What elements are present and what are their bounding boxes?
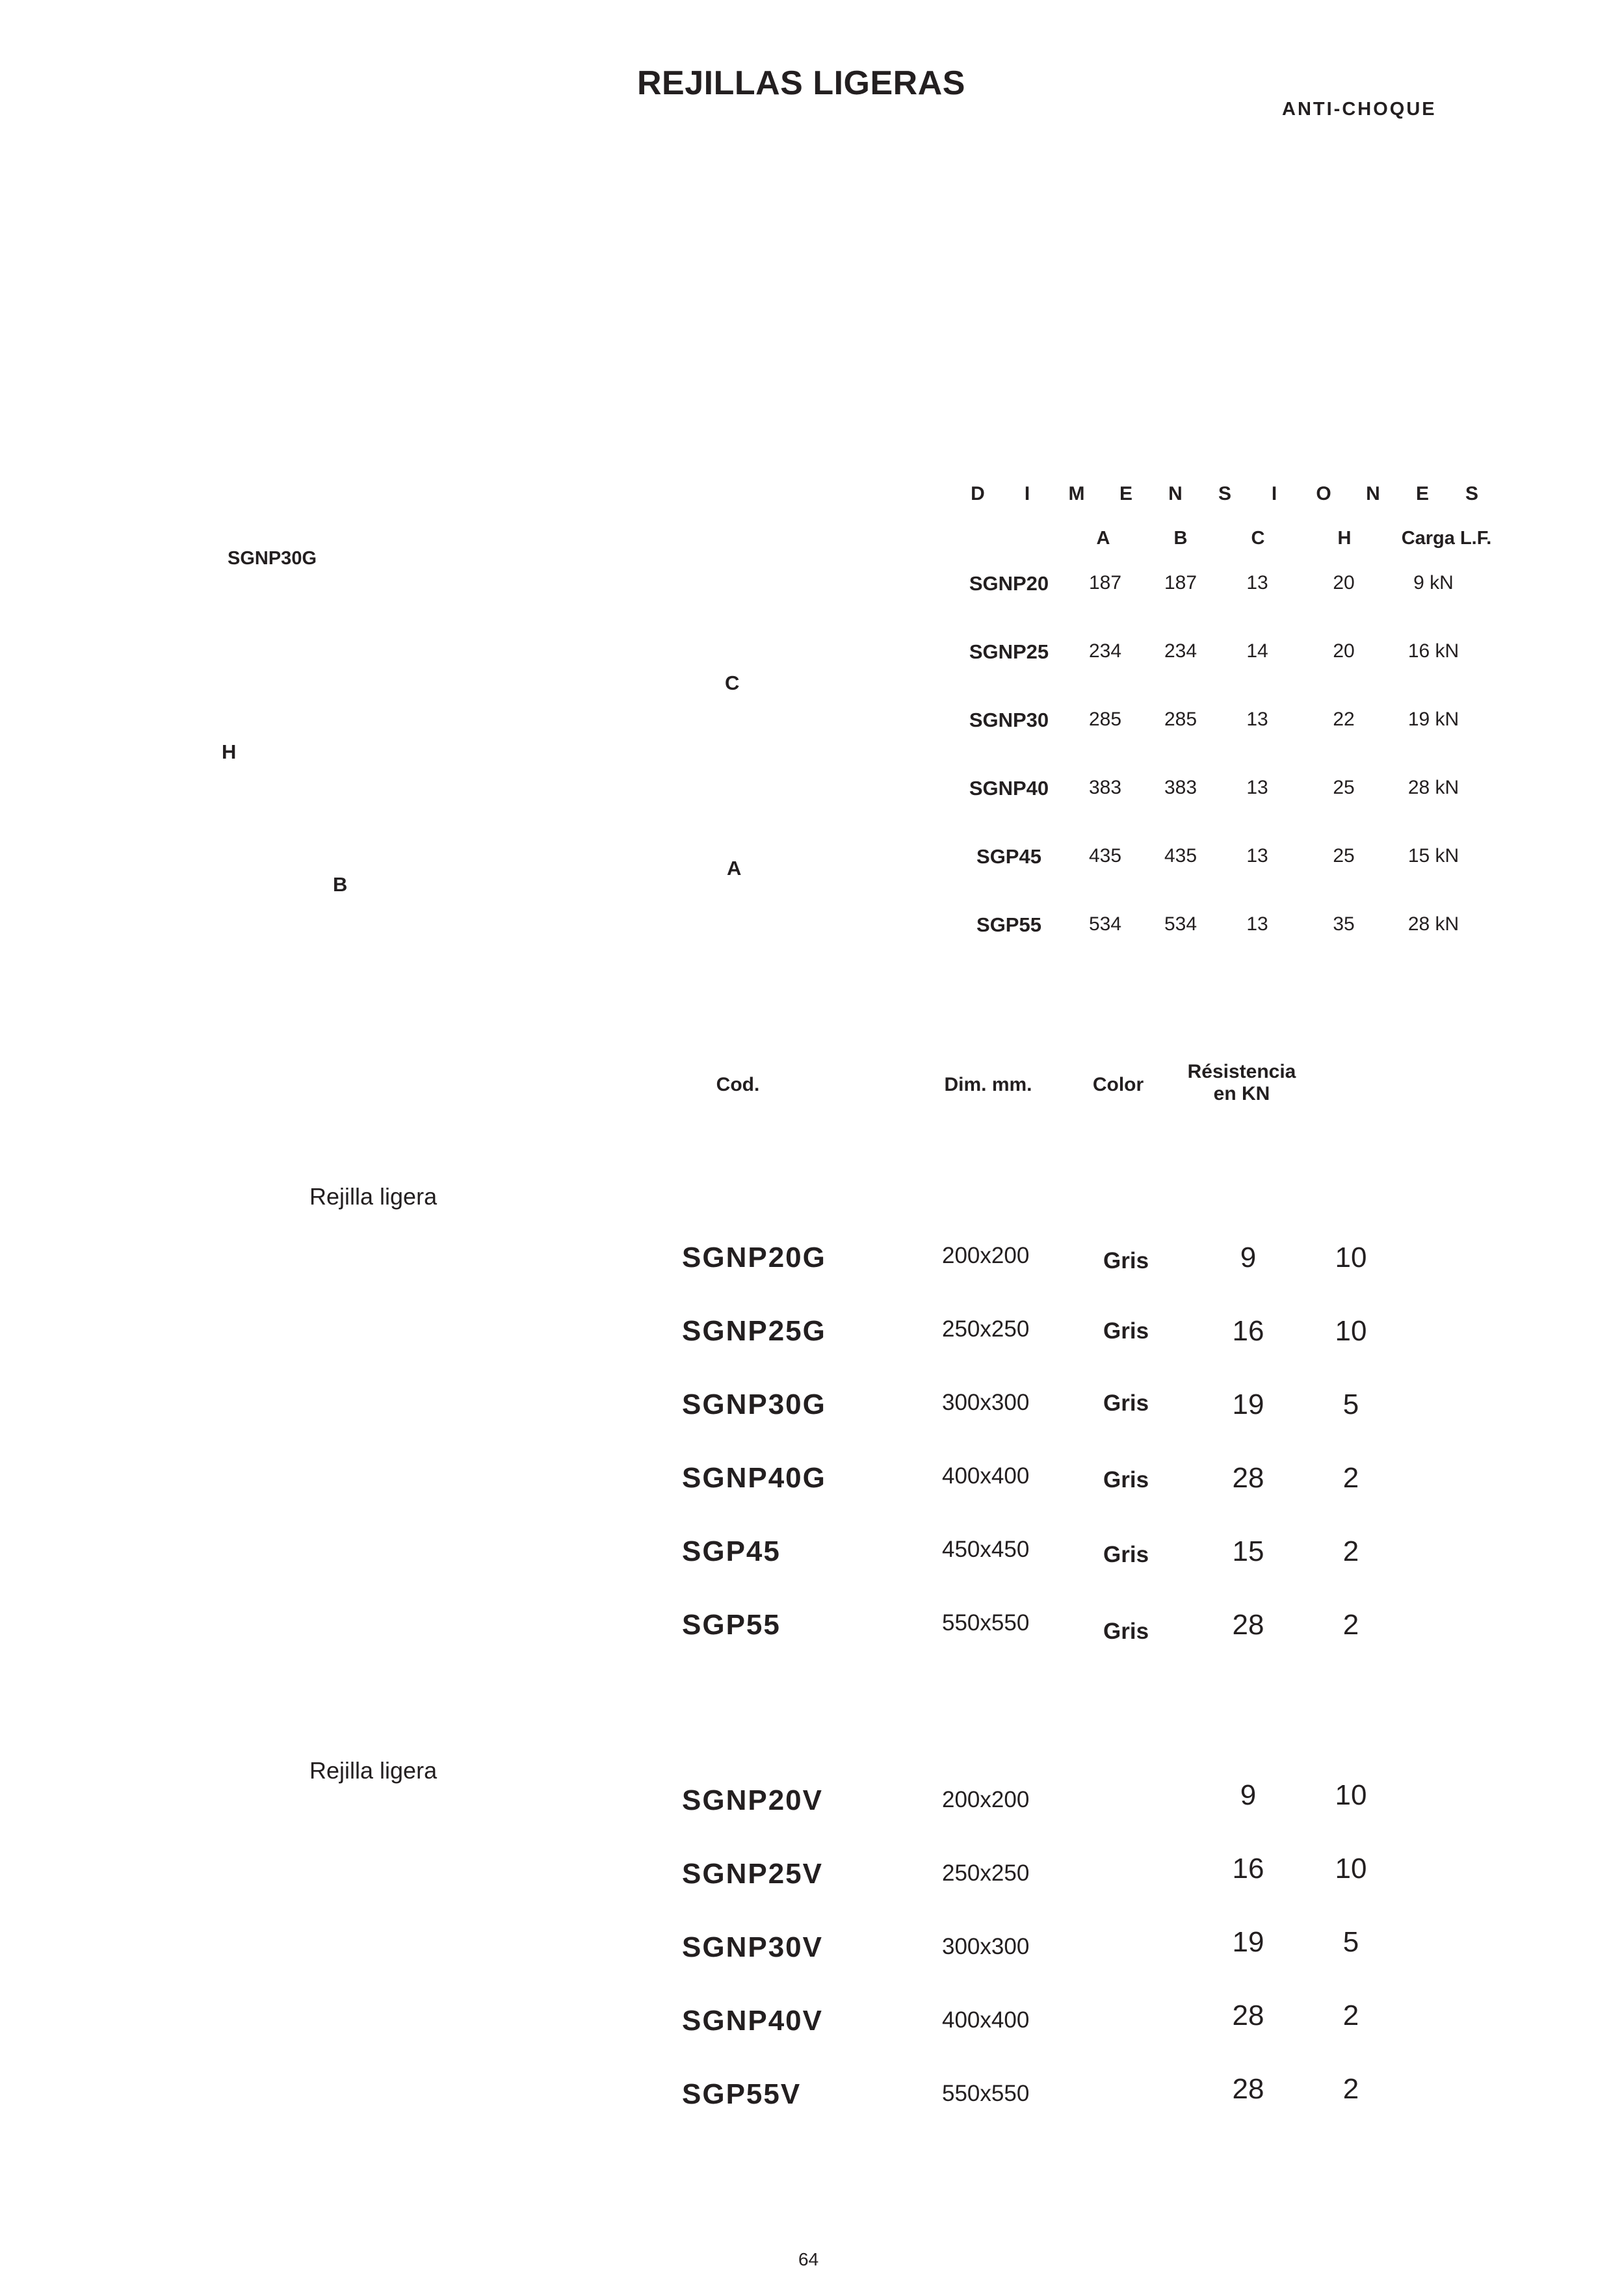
page-subtitle: ANTI-CHOQUE [1282, 99, 1437, 120]
product-dim: 550x550 [942, 1610, 1030, 1636]
product-kn: 9 [1240, 1779, 1257, 1811]
dim-row-a: 234 [1088, 640, 1122, 662]
dim-row-a: 383 [1088, 777, 1122, 798]
dimensions-heading-letter: O [1316, 483, 1331, 504]
product-qty: 2 [1342, 1462, 1359, 1494]
col-dim: Dim. mm. [944, 1074, 1032, 1095]
dim-row-code: SGP55 [976, 913, 1041, 936]
dim-row-code: SGNP30 [969, 709, 1049, 731]
product-code: SGNP20V [682, 1784, 823, 1816]
product-code: SGNP40G [682, 1462, 826, 1494]
dimensions-heading-letter: N [1168, 483, 1183, 504]
product-kn: 19 [1232, 1389, 1264, 1420]
product-dim: 300x300 [942, 1390, 1030, 1415]
dim-row-b: 534 [1164, 913, 1197, 935]
product-kn: 15 [1232, 1535, 1264, 1567]
dim-row-h: 20 [1333, 640, 1355, 662]
group-label: Rejilla ligera [309, 1757, 438, 1784]
dim-row-c: 13 [1246, 709, 1268, 730]
dim-row-c: 14 [1246, 640, 1268, 662]
dim-row-a: 187 [1088, 572, 1122, 594]
product-dim: 550x550 [942, 2081, 1030, 2106]
product-dim: 450x450 [942, 1537, 1030, 1562]
product-color: Gris [1103, 1542, 1149, 1567]
product-qty: 10 [1335, 1242, 1367, 1273]
dim-row-c: 13 [1246, 845, 1268, 867]
product-code: SGNP25V [682, 1858, 823, 1890]
product-kn: 16 [1232, 1315, 1264, 1347]
product-color: Gris [1103, 1318, 1149, 1344]
product-qty: 2 [1342, 1609, 1359, 1641]
dim-row-c: 13 [1246, 913, 1268, 935]
dimensions-heading-letter: S [1218, 483, 1231, 504]
product-dim: 400x400 [942, 1463, 1030, 1489]
dim-row-h: 22 [1333, 709, 1355, 730]
figure-label-c: C [725, 672, 740, 694]
dimensions-heading-letter: M [1068, 483, 1085, 504]
dim-row-a: 534 [1088, 913, 1122, 935]
product-dim: 200x200 [942, 1243, 1030, 1268]
product-color: Gris [1103, 1467, 1149, 1493]
dim-row-load: 15 kN [1407, 845, 1459, 867]
dimensions-heading-letter: S [1465, 483, 1478, 504]
col-cod: Cod. [716, 1074, 760, 1095]
dim-row-code: SGNP20 [969, 572, 1049, 595]
dim-row-b: 435 [1164, 845, 1197, 867]
product-code: SGP55 [682, 1609, 781, 1641]
product-dim: 300x300 [942, 1934, 1030, 1959]
dim-row-h: 25 [1333, 777, 1355, 798]
product-kn: 28 [1232, 1609, 1264, 1641]
col-color: Color [1092, 1074, 1144, 1095]
dim-row-c: 13 [1246, 572, 1268, 594]
page-title: REJILLAS LIGERAS [637, 64, 965, 102]
product-code: SGP45 [682, 1535, 781, 1567]
product-color: Gris [1103, 1619, 1149, 1644]
group-label: Rejilla ligera [309, 1183, 438, 1210]
product-code: SGNP40V [682, 2005, 823, 2037]
dim-row-load: 28 kN [1407, 777, 1459, 798]
dimensions-heading-letter: N [1366, 483, 1380, 504]
dim-row-code: SGNP25 [969, 640, 1049, 663]
product-kn: 28 [1232, 1462, 1264, 1494]
figure-label-b: B [333, 873, 348, 896]
dim-row-code: SGP45 [976, 845, 1041, 868]
dim-row-load: 28 kN [1407, 913, 1459, 935]
product-dim: 400x400 [942, 2007, 1030, 2033]
dim-row-b: 187 [1164, 572, 1197, 594]
product-qty: 5 [1342, 1926, 1359, 1958]
dim-row-a: 285 [1088, 709, 1122, 730]
product-kn: 28 [1232, 2073, 1264, 2105]
dim-row-h: 20 [1333, 572, 1355, 594]
dim-row-b: 234 [1164, 640, 1197, 662]
product-code: SGNP30G [682, 1389, 826, 1420]
col-resistance-line2: en KN [1213, 1083, 1270, 1104]
dimensions-heading-letter: I [1024, 483, 1030, 504]
product-code: SGP55V [682, 2078, 802, 2110]
dimensions-heading-letter: E [1415, 483, 1429, 504]
figure-label-a: A [727, 857, 742, 880]
dimensions-heading-letter: E [1119, 483, 1132, 504]
product-qty: 2 [1342, 1535, 1359, 1567]
product-kn: 16 [1232, 1853, 1264, 1885]
dim-col-h: H [1337, 528, 1352, 549]
dimensions-heading-letter: D [971, 483, 985, 504]
product-color: Gris [1103, 1390, 1149, 1416]
dim-row-h: 25 [1333, 845, 1355, 867]
product-dim: 250x250 [942, 1316, 1030, 1342]
dim-row-b: 285 [1164, 709, 1197, 730]
product-qty: 10 [1335, 1779, 1367, 1811]
product-kn: 9 [1240, 1242, 1257, 1273]
product-code: SGNP30V [682, 1931, 823, 1963]
product-qty: 2 [1342, 2000, 1359, 2031]
dimensions-heading-letter: I [1271, 483, 1277, 504]
dim-col-a: A [1096, 528, 1110, 549]
product-code: SGNP20G [682, 1242, 826, 1273]
product-qty: 10 [1335, 1853, 1367, 1885]
dim-row-h: 35 [1333, 913, 1355, 935]
dim-col-c: C [1251, 528, 1265, 549]
product-qty: 10 [1335, 1315, 1367, 1347]
figure-label-h: H [222, 740, 237, 763]
dim-row-b: 383 [1164, 777, 1197, 798]
product-kn: 28 [1232, 2000, 1264, 2031]
product-kn: 19 [1232, 1926, 1264, 1958]
product-color: Gris [1103, 1248, 1149, 1273]
product-qty: 5 [1342, 1389, 1359, 1420]
dim-col-load: Carga L.F. [1401, 528, 1492, 549]
figure-model-label: SGNP30G [228, 548, 317, 569]
dim-col-b: B [1173, 528, 1188, 549]
dim-row-c: 13 [1246, 777, 1268, 798]
dim-row-load: 19 kN [1407, 709, 1459, 730]
col-resistance-line1: Résistencia [1187, 1061, 1296, 1082]
dim-row-a: 435 [1088, 845, 1122, 867]
dim-row-code: SGNP40 [969, 777, 1049, 800]
product-dim: 250x250 [942, 1860, 1030, 1886]
page-number: 64 [798, 2249, 819, 2269]
dim-row-load: 16 kN [1407, 640, 1459, 662]
dim-row-load: 9 kN [1413, 572, 1454, 594]
product-qty: 2 [1342, 2073, 1359, 2105]
product-dim: 200x200 [942, 1787, 1030, 1812]
product-code: SGNP25G [682, 1315, 826, 1347]
